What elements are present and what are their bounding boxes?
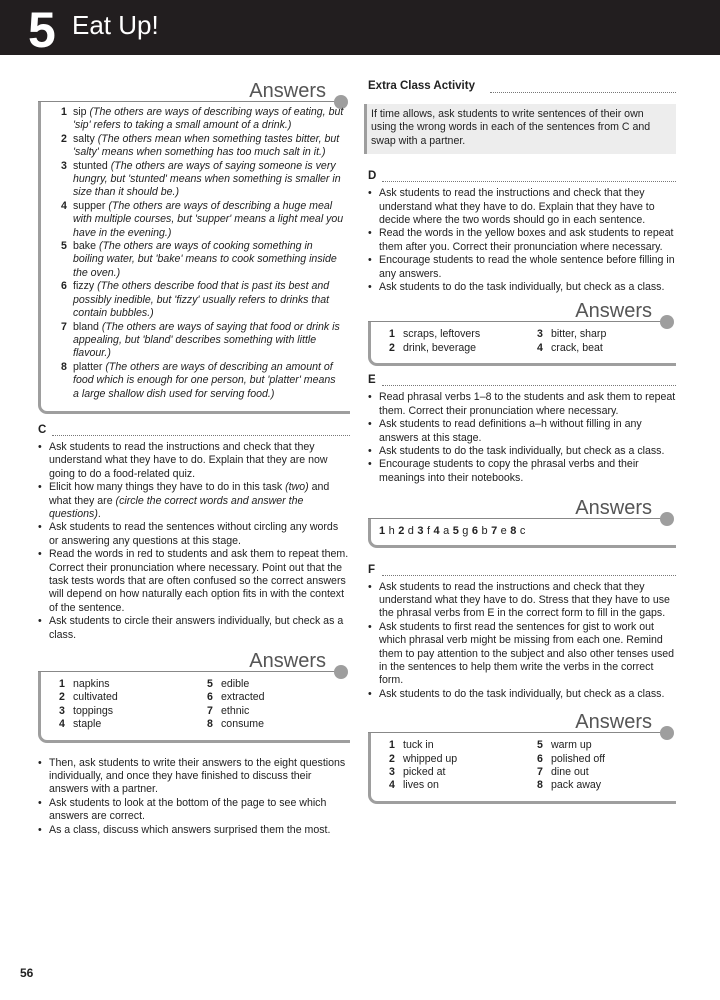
answers-title: Answers [249, 650, 326, 673]
unit-number: 5 [28, 2, 56, 58]
extra-class-activity-title: Extra Class Activity [368, 80, 475, 92]
answer-pair [472, 525, 488, 537]
answer-number: 6 [207, 691, 213, 704]
answer-pair [510, 525, 525, 537]
answers-box-f [368, 733, 676, 804]
answers-box-d [368, 322, 676, 366]
answer-number: 1 [389, 739, 395, 752]
answer-number: 1 [379, 525, 386, 538]
answer-number: 2 [398, 525, 405, 538]
section-e-instructions [368, 391, 676, 485]
answer-item [537, 739, 677, 752]
answer-letter: b [481, 525, 488, 538]
answer-explanation: (The others describe food that is past its best and possibly inedible, but 'fizzy' usually refers to drinks that contain bubbles.) [73, 280, 330, 320]
answer-number: 4 [61, 199, 67, 212]
answer-word: whipped up [403, 752, 458, 765]
answer-word: staple [73, 718, 102, 731]
section-d-heading [368, 170, 676, 184]
answers-dot-icon [334, 665, 348, 679]
answer-letter: f [426, 525, 431, 538]
answer-word: platter [73, 360, 103, 373]
answer-word: sip [73, 106, 87, 118]
bullet-text: Ask students to read the instructions and check that they understand what they have to do. Explain that they are now going to do a food-related quiz. [49, 440, 328, 480]
answer-item [207, 718, 347, 731]
answer-pair [453, 525, 469, 537]
bullet-item: • Ask students to do the task individually, but check as a class. [368, 445, 676, 458]
answer-item [537, 779, 677, 792]
left-column [38, 80, 350, 837]
answers-heading [368, 711, 676, 733]
answer-explanation: (The others are ways of cooking something in boiling water, but 'bake' means to cook something inside the oven.) [73, 240, 337, 279]
answers-box-b [38, 102, 350, 414]
bullet-item [38, 521, 350, 548]
section-letter: C [38, 423, 47, 436]
bullet-item: • Ask students to do the task individually, but check as a class. [368, 281, 676, 294]
answer-word: consume [221, 718, 264, 731]
answer-number: 6 [537, 752, 543, 765]
answer-number: 7 [61, 320, 67, 333]
extra-class-activity-heading [368, 80, 676, 96]
bullet-item: • Ask students to do the task individually, but check as a class. [368, 688, 676, 701]
extra-class-activity-box [364, 104, 676, 154]
answer-number: 4 [59, 718, 65, 731]
bullet-item: • Ask students to first read the sentences for gist to work out which phrasal verb might be missing from each one. Remind them to pay attention to the subject and also other tenses used in the sentences to help them write the verbs in the correct form. [368, 621, 676, 688]
answers-title: Answers [575, 711, 652, 734]
answer-number: 3 [389, 766, 395, 778]
answer-number: 2 [389, 752, 395, 765]
answer-pair [434, 525, 450, 537]
answer-number: 8 [61, 360, 67, 373]
answer-word: cultivated [73, 691, 118, 704]
answer-word: salty [73, 132, 95, 145]
answer-number: 4 [537, 341, 543, 354]
answer-letter: g [462, 525, 469, 538]
answer-item [537, 753, 677, 766]
answers-heading [368, 497, 676, 519]
section-e-heading [368, 374, 676, 388]
section-letter: F [368, 563, 376, 576]
bullet-item: • Then, ask students to write their answers to the eight questions individually, and once they have finished to discuss their answers with a partner. [38, 757, 350, 797]
answer-number: 6 [61, 280, 67, 293]
bullet-italic: (circle the correct words and answer the questions) [49, 494, 304, 520]
answer-word: polished off [551, 752, 605, 765]
answer-word: crack, beat [551, 341, 603, 354]
bullet-item [38, 441, 350, 481]
answer-number: 7 [491, 525, 498, 538]
answer-word: edible [221, 678, 250, 691]
answer-item [207, 678, 347, 691]
answer-number: 5 [207, 678, 213, 691]
answers-title: Answers [575, 497, 652, 520]
answer-word: lives on [403, 779, 439, 792]
answer-item [57, 200, 344, 240]
answer-number: 3 [61, 159, 67, 172]
answer-item [207, 705, 347, 718]
answer-letter: h [388, 525, 395, 538]
answer-letter: c [519, 525, 526, 538]
bullet-text: Elicit how many things they have to do in this task [49, 481, 286, 494]
answer-explanation: (The others mean when something tastes bitter, but 'salty' means when something has too much salt in it.) [73, 132, 340, 159]
bullet-item [38, 481, 350, 521]
answer-explanation: (The others are ways of saying that food or drink is appealing, but 'bland' describes something with little flavour.) [73, 320, 340, 360]
section-f-heading [368, 564, 676, 578]
answers-heading [368, 300, 676, 322]
answer-item [57, 361, 344, 401]
bullet-text: Read the words in red to students and ask them to repeat them. Correct their pronunciation where necessary. Point out that the task tests words that are often confused so the correct answers will depend on how naturally each option fits in with the context of the sentence. [49, 548, 349, 614]
answer-number: 8 [537, 779, 543, 792]
section-c-followup [38, 757, 350, 837]
bullet-item [38, 615, 350, 642]
answer-letter: d [407, 525, 415, 538]
bullet-item: • Ask students to read the instructions and check that they understand what they have to do. Stress that they have to use the phrasal verbs from E in the correct form to fill in the gaps. [368, 581, 676, 621]
answer-number: 5 [61, 240, 67, 253]
answer-number: 6 [471, 525, 479, 538]
answer-number: 2 [59, 691, 65, 704]
answer-word: dine out [551, 766, 589, 778]
answer-pair [491, 525, 507, 537]
answer-number: 1 [59, 678, 65, 691]
answer-item [57, 160, 344, 200]
answer-item [59, 691, 207, 704]
answer-word: fizzy [73, 280, 95, 293]
answer-item [59, 705, 207, 718]
answers-title: Answers [249, 80, 326, 102]
bullet-item: • Read the words in the yellow boxes and ask students to repeat them after you. Correct their pronunciation where necessary. [368, 227, 676, 254]
answer-word: drink, beverage [403, 341, 477, 354]
extra-class-activity-text: If time allows, ask students to write sentences of their own using the wrong words in each of the sentences from C and swap with a partner. [371, 108, 651, 147]
answer-pair [379, 525, 395, 537]
answer-word: tuck in [403, 739, 434, 752]
answer-pair [417, 525, 430, 537]
answer-word: scraps, leftovers [403, 328, 481, 341]
answer-letter: e [500, 525, 507, 538]
answer-number: 3 [417, 525, 424, 538]
answer-number: 3 [537, 328, 543, 341]
answer-item [57, 133, 344, 160]
answers-box-e [368, 519, 676, 547]
bullet-item: • Encourage students to copy the phrasal verbs and their meanings into their notebooks. [368, 458, 676, 485]
answer-item [57, 240, 344, 280]
answer-item [59, 718, 207, 731]
answer-item [537, 328, 677, 341]
bullet-item: • Ask students to look at the bottom of the page to see which answers are correct. [38, 797, 350, 824]
bullet-item [38, 548, 350, 615]
answer-number: 3 [59, 704, 65, 717]
section-c-instructions [38, 441, 350, 642]
answer-item [59, 678, 207, 691]
answers-heading [38, 650, 350, 672]
answers-grid [389, 739, 670, 793]
answer-item [537, 766, 677, 779]
answer-number: 4 [389, 779, 395, 792]
answer-word: warm up [551, 739, 592, 752]
bullet-item: • Read phrasal verbs 1–8 to the students and ask them to repeat them. Correct their pronunciation where necessary. [368, 391, 676, 418]
bullet-item: • As a class, discuss which answers surprised them the most. [38, 824, 350, 837]
answer-number: 8 [207, 718, 213, 731]
section-c-heading [38, 424, 350, 438]
section-letter: D [368, 170, 377, 183]
answer-number: 5 [537, 739, 543, 752]
answer-word: toppings [73, 704, 114, 717]
answer-word: stunted [73, 159, 108, 172]
answer-number: 5 [452, 525, 460, 538]
answer-word: napkins [73, 678, 110, 691]
answer-word: bland [73, 320, 99, 333]
answer-number: 7 [207, 704, 213, 717]
answer-pair [398, 525, 414, 537]
answer-item [389, 766, 537, 779]
bullet-text: Ask students to circle their answers individually, but check as a class. [49, 615, 344, 641]
answers-title: Answers [575, 300, 652, 323]
answer-word: extracted [221, 691, 265, 704]
answer-item [389, 739, 537, 752]
answer-number: 2 [61, 132, 67, 145]
answer-number: 4 [433, 525, 440, 538]
answer-item [57, 321, 344, 361]
answers-grid [59, 678, 344, 732]
bullet-item: • Ask students to read definitions a–h without filling in any answers at this stage. [368, 418, 676, 445]
answer-item [57, 280, 344, 320]
answers-inline [379, 525, 526, 537]
answer-word: bitter, sharp [551, 328, 607, 341]
right-column [368, 80, 676, 804]
odd-one-out-list [57, 106, 344, 401]
answer-explanation: (The others are ways of describing ways of eating, but 'sip' refers to taking a small amount of a drink.) [73, 106, 344, 132]
answers-box-c [38, 672, 350, 743]
answer-explanation: (The others are ways of saying someone is very hungry, but 'stunted' means when something is smaller in size than it should be.) [73, 159, 341, 199]
bullet-text: and what they are [49, 481, 330, 507]
answer-word: ethnic [221, 704, 250, 717]
answer-item [389, 753, 537, 766]
bullet-italic: (two) [285, 481, 309, 494]
answers-grid [389, 328, 670, 355]
bullet-text: Ask students to read the sentences without circling any words or answering any questions at this stage. [49, 521, 339, 547]
answer-word: picked at [403, 766, 446, 778]
answer-item [389, 779, 537, 792]
answer-number: 1 [61, 106, 67, 118]
section-letter: E [368, 374, 376, 387]
page-number: 56 [20, 966, 34, 980]
answer-number: 1 [389, 328, 395, 341]
section-f-instructions [368, 581, 676, 702]
answer-word: supper [73, 199, 106, 212]
page-header [0, 0, 720, 58]
answer-item [389, 328, 537, 341]
answer-item [537, 342, 677, 355]
section-d-instructions [368, 187, 676, 294]
bullet-item: • Encourage students to read the whole sentence before filling in any answers. [368, 254, 676, 281]
answer-item [57, 106, 344, 133]
bullet-text: . [97, 507, 101, 520]
answer-number: 2 [389, 341, 395, 354]
answer-number: 7 [537, 766, 543, 778]
answer-explanation: (The others are ways of describing a huge meal with multiple courses, but 'supper' means a light meal you have in the evening.) [73, 199, 344, 239]
answer-item [389, 342, 537, 355]
bullet-item: • Ask students to read the instructions and check that they understand what they have to do. Explain that they have to decide where the two words should go in each sentence. [368, 187, 676, 227]
answer-number: 8 [510, 525, 517, 538]
unit-title: Eat Up! [72, 10, 159, 40]
answer-explanation: (The others are ways of describing an amount of food which is enough for one person, but 'platter' means a large shallow dish used for serving food.) [73, 360, 336, 400]
answer-letter: a [443, 525, 450, 538]
answers-heading [38, 80, 350, 102]
answer-word: pack away [551, 779, 602, 792]
answer-word: bake [73, 240, 96, 253]
answer-item [207, 691, 347, 704]
